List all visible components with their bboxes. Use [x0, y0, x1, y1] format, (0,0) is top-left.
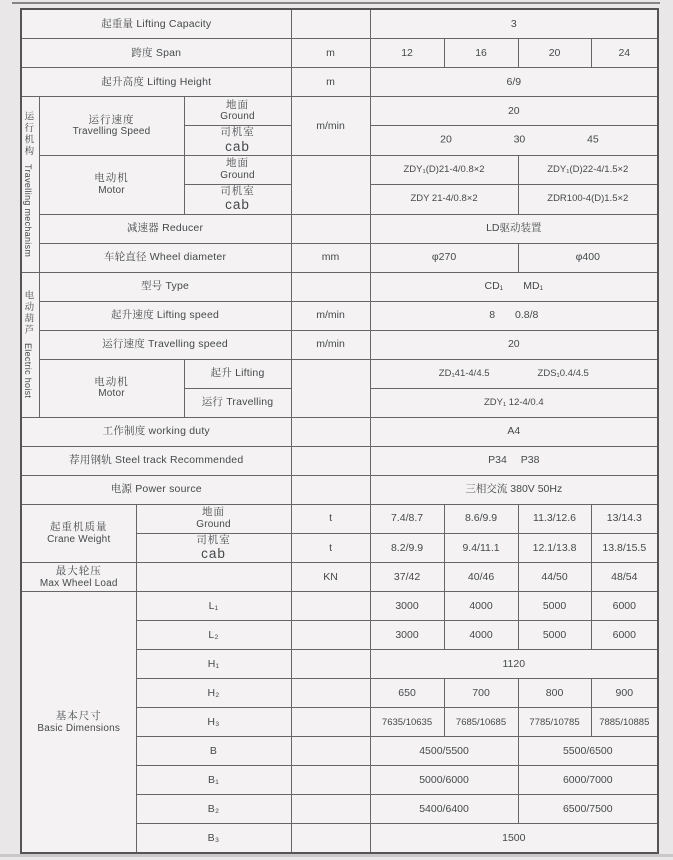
ground-label-en: Ground [220, 170, 255, 182]
dim-value: 6500/7500 [518, 795, 658, 824]
lifting-capacity-value: 3 [370, 9, 658, 39]
lifting-height-value: 6/9 [370, 68, 658, 97]
row-working-duty [21, 417, 658, 446]
wheel-diameter-label: 车轮直径 Wheel diameter [39, 243, 291, 272]
dim-value: 6000 [591, 592, 658, 621]
span-value: 12 [370, 39, 444, 68]
hoist-motor-travelling-sublabel: 运行 Travelling [184, 388, 291, 417]
working-duty-unit [291, 417, 370, 446]
basic-dimensions-label-cn: 基本尺寸 [55, 710, 102, 723]
travel-motor-ground-value: ZDY₁(D)21-4/0.8×2 [370, 155, 518, 184]
ground-label-cn: 地面 [202, 506, 226, 519]
max-wheel-load-value: 44/50 [518, 563, 591, 592]
motor-label-en: Motor [98, 184, 125, 196]
power-source-unit [291, 475, 370, 504]
row-hoist-motor-lifting [21, 359, 658, 388]
dim-value: 7685/10685 [444, 708, 518, 737]
crane-weight-label-en: Crane Weight [47, 533, 111, 545]
scan-artifact-top-line [12, 2, 660, 4]
hoist-lifting-speed-label: 起升速度 Lifting speed [39, 301, 291, 330]
travel-motor-ground-sublabel [184, 155, 291, 184]
dim-value: 900 [591, 679, 658, 708]
travelling-speed-label-cn: 运行速度 [88, 113, 135, 126]
dim-B-unit [291, 737, 370, 766]
crane-weight-value: 12.1/13.8 [518, 533, 591, 563]
crane-weight-label-cn: 起重机质量 [50, 521, 108, 534]
motor-label-cn: 电动机 [94, 375, 129, 388]
dim-value: 7635/10635 [370, 708, 444, 737]
dim-value: 4500/5500 [370, 737, 518, 766]
dim-value: 1500 [370, 824, 658, 854]
hoist-type-values [370, 272, 658, 301]
travel-motor-label [39, 155, 184, 214]
section-electric-hoist-en: Electric hoist [23, 343, 34, 399]
dim-value: 3000 [370, 621, 444, 650]
cab-speed-value: 30 [513, 134, 526, 147]
dim-L1-label: L₁ [136, 592, 291, 621]
crane-weight-value: 8.6/9.9 [444, 504, 518, 533]
max-wheel-load-empty-cell [136, 563, 291, 592]
row-hoist-lifting-speed [21, 301, 658, 330]
cab-speed-value: 45 [587, 134, 599, 147]
span-unit: m [291, 39, 370, 68]
section-travelling-mechanism-en: Travelling mechanism [23, 164, 34, 258]
max-wheel-load-value: 40/46 [444, 563, 518, 592]
hoist-lifting-speed-values [370, 301, 658, 330]
dim-value: 5400/6400 [370, 795, 518, 824]
row-power-source [21, 475, 658, 504]
dim-value: 800 [518, 679, 591, 708]
lifting-height-label: 起升高度 Lifting Height [21, 68, 291, 97]
dim-L2-label: L₂ [136, 621, 291, 650]
dim-H1-unit [291, 650, 370, 679]
hoist-motor-lifting-values [370, 359, 658, 388]
ground-label-cn: 地面 [226, 98, 250, 111]
wheel-diameter-value: φ400 [518, 243, 658, 272]
basic-dimensions-label-en: Basic Dimensions [37, 722, 121, 734]
dim-value: 7785/10785 [518, 708, 591, 737]
dim-value: 6000 [591, 621, 658, 650]
span-value: 24 [591, 39, 658, 68]
cab-label-cn: 司机室 [196, 533, 231, 546]
hoist-type-value: MD₁ [523, 280, 544, 293]
dim-value: 650 [370, 679, 444, 708]
crane-weight-label [21, 504, 136, 563]
cab-label-en: cab [225, 197, 250, 213]
cab-label-en: cab [201, 546, 226, 562]
max-wheel-load-label-cn: 最大轮压 [55, 565, 102, 578]
power-source-label: 电源 Power source [21, 475, 291, 504]
dim-value: 6000/7000 [518, 766, 658, 795]
crane-weight-ground-unit: t [291, 504, 370, 533]
dim-B3-label: B₃ [136, 824, 291, 854]
crane-weight-value: 7.4/8.7 [370, 504, 444, 533]
lifting-capacity-unit [291, 9, 370, 39]
dim-value: 5500/6500 [518, 737, 658, 766]
crane-weight-value: 9.4/11.1 [444, 533, 518, 563]
dim-H3-unit [291, 708, 370, 737]
dim-H2-label: H₂ [136, 679, 291, 708]
working-duty-label: 工作制度 working duty [21, 417, 291, 446]
row-wheel-diameter [21, 243, 658, 272]
working-duty-value: A4 [370, 417, 658, 446]
travelling-speed-cab-values [370, 126, 658, 156]
section-electric-hoist [21, 272, 39, 417]
travelling-speed-ground-value: 20 [370, 97, 658, 126]
travel-motor-ground-value: ZDY₁(D)22-4/1.5×2 [518, 155, 658, 184]
cab-speed-value: 20 [440, 134, 452, 147]
row-reducer [21, 214, 658, 243]
hoist-motor-lifting-value: ZDS₁0.4/4.5 [537, 367, 589, 379]
travel-motor-cab-value: ZDR100-4(D)1.5×2 [518, 184, 658, 214]
dim-L1-unit [291, 592, 370, 621]
crane-weight-value: 13.8/15.5 [591, 533, 658, 563]
dim-value: 5000/6000 [370, 766, 518, 795]
dim-B3-unit [291, 824, 370, 854]
dim-value: 3000 [370, 592, 444, 621]
hoist-type-unit [291, 272, 370, 301]
row-hoist-type [21, 272, 658, 301]
dim-value: 7885/10885 [591, 708, 658, 737]
steel-track-unit [291, 446, 370, 475]
cab-label-cn: 司机室 [220, 184, 255, 197]
reducer-unit [291, 214, 370, 243]
crane-weight-value: 11.3/12.6 [518, 504, 591, 533]
row-span [21, 39, 658, 68]
span-value: 20 [518, 39, 591, 68]
travelling-speed-ground-sublabel [184, 97, 291, 126]
travel-motor-cab-value: ZDY 21-4/0.8×2 [370, 184, 518, 214]
dim-B1-label: B₁ [136, 766, 291, 795]
motor-label-cn: 电动机 [94, 172, 129, 185]
row-steel-track [21, 446, 658, 475]
cab-label-en: cab [225, 138, 250, 154]
hoist-motor-travelling-value: ZDY₁ 12-4/0.4 [370, 388, 658, 417]
wheel-diameter-value: φ270 [370, 243, 518, 272]
reducer-label: 减速器 Reducer [39, 214, 291, 243]
dim-L2-unit [291, 621, 370, 650]
span-value: 16 [444, 39, 518, 68]
steel-track-value: P34 [488, 454, 507, 467]
dim-value: 5000 [518, 592, 591, 621]
lifting-capacity-label: 起重量 Lifting Capacity [21, 9, 291, 39]
row-hoist-travelling-speed [21, 330, 658, 359]
travelling-speed-label [39, 97, 184, 156]
ground-label-en: Ground [196, 518, 231, 530]
section-travelling-mechanism [21, 97, 39, 273]
crane-specification-table [20, 8, 659, 854]
hoist-lifting-speed-value: 0.8/8 [515, 309, 539, 322]
row-lifting-height [21, 68, 658, 97]
max-wheel-load-label [21, 563, 136, 592]
cab-label-cn: 司机室 [220, 126, 255, 138]
hoist-motor-lifting-sublabel: 起升 Lifting [184, 359, 291, 388]
ground-label-cn: 地面 [226, 157, 250, 170]
max-wheel-load-value: 37/42 [370, 563, 444, 592]
crane-weight-cab-unit: t [291, 533, 370, 563]
hoist-motor-label [39, 359, 184, 417]
travel-motor-unit [291, 155, 370, 214]
dim-value: 1120 [370, 650, 658, 679]
wheel-diameter-unit: mm [291, 243, 370, 272]
crane-weight-value: 8.2/9.9 [370, 533, 444, 563]
steel-track-value: P38 [520, 454, 540, 467]
dim-value: 4000 [444, 592, 518, 621]
steel-track-label: 荐用钢轨 Steel track Recommended [21, 446, 291, 475]
dim-B-label: B [136, 737, 291, 766]
dim-H3-label: H₃ [136, 708, 291, 737]
max-wheel-load-label-en: Max Wheel Load [39, 577, 118, 589]
crane-weight-ground-sublabel [136, 504, 291, 533]
travelling-speed-label-en: Travelling Speed [72, 126, 151, 138]
dim-B2-unit [291, 795, 370, 824]
dim-H2-unit [291, 679, 370, 708]
span-label: 跨度 Span [21, 39, 291, 68]
row-dim-L1 [21, 592, 658, 621]
dim-H1-label: H₁ [136, 650, 291, 679]
row-travel-motor-ground [21, 155, 658, 184]
dim-value: 700 [444, 679, 518, 708]
hoist-motor-lifting-value: ZD₁41-4/4.5 [438, 367, 490, 379]
hoist-lifting-speed-value: 8 [489, 309, 496, 322]
travelling-speed-unit: m/min [291, 97, 370, 156]
travelling-speed-cab-sublabel [184, 126, 291, 156]
dim-value: 5000 [518, 621, 591, 650]
ground-label-en: Ground [220, 111, 255, 123]
hoist-motor-unit [291, 359, 370, 417]
dim-B1-unit [291, 766, 370, 795]
basic-dimensions-label [21, 592, 136, 854]
crane-weight-cab-sublabel [136, 533, 291, 563]
power-source-value: 三相交流 380V 50Hz [370, 475, 658, 504]
motor-label-en: Motor [98, 388, 125, 400]
row-max-wheel-load [21, 563, 658, 592]
reducer-value: LD驱动装置 [370, 214, 658, 243]
hoist-travelling-speed-value: 20 [370, 330, 658, 359]
hoist-type-value: CD₁ [484, 280, 504, 293]
section-electric-hoist-cn: 电动葫芦 [22, 290, 34, 337]
dim-value: 4000 [444, 621, 518, 650]
row-crane-weight-ground [21, 504, 658, 533]
steel-track-values [370, 446, 658, 475]
hoist-lifting-speed-unit: m/min [291, 301, 370, 330]
travel-motor-cab-sublabel [184, 184, 291, 214]
scan-artifact-bottom-line [0, 854, 673, 857]
lifting-height-unit: m [291, 68, 370, 97]
hoist-travelling-speed-unit: m/min [291, 330, 370, 359]
hoist-travelling-speed-label: 运行速度 Travelling speed [39, 330, 291, 359]
section-travelling-mechanism-cn: 运行机构 [22, 111, 34, 158]
max-wheel-load-value: 48/54 [591, 563, 658, 592]
max-wheel-load-unit: KN [291, 563, 370, 592]
crane-weight-value: 13/14.3 [591, 504, 658, 533]
row-travelling-speed-ground [21, 97, 658, 126]
hoist-type-label: 型号 Type [39, 272, 291, 301]
dim-B2-label: B₂ [136, 795, 291, 824]
row-lifting-capacity [21, 9, 658, 39]
